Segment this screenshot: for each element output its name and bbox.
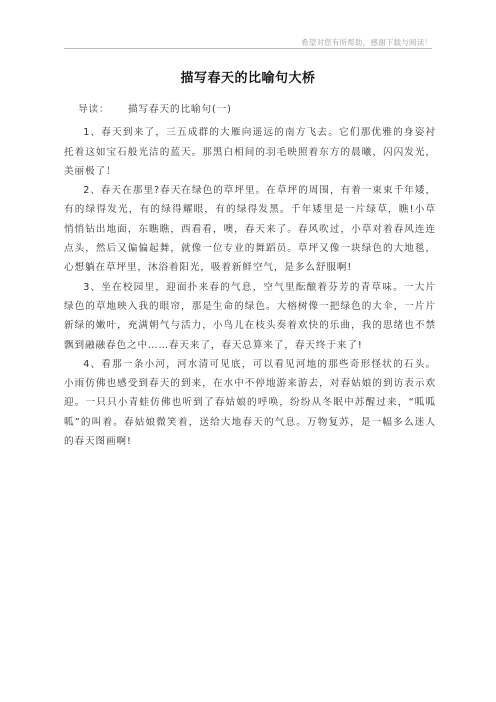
guide-text: 描写春天的比喻句(一) (128, 104, 232, 115)
header-divider (64, 48, 432, 49)
document-title: 描写春天的比喻句大桥 (180, 71, 316, 86)
paragraph-3: 3、坐在校园里，迎面扑来春的气息，空气里酝酿着芬芳的青草味。一大片绿色的草地映入我的眼帘，那是生命的绿色。大榕树像一把绿色的大伞，一片片新绿的嫩叶，充满朝气与活力，小鸟儿在枝头奏着欢快的乐曲，我的思绪也不禁飘到融融春色之中……春天来了，春天总算来了，春天终于来了! (64, 281, 436, 351)
page-header (0, 0, 496, 50)
document-body (64, 100, 436, 451)
guide-line (78, 100, 436, 119)
paragraph-4: 4、看那一条小河，河水清可见底，可以看见河地的那些奇形怪状的石头。小雨仿佛也感受到春天的到来，在水中不停地游来游去，对春姑娘的到访表示欢迎。一只只小青蛙仿佛也听到了春姑娘的呼唤，纷纷从冬眠中苏醒过来，“呱呱呱”的叫着。春姑娘微笑着，送给大地春天的气息。万物复苏，是一幅多么迷人的春天图画啊! (64, 358, 436, 448)
paragraph-1: 1、春天到来了，三五成群的大雁向遥远的南方飞去。它们那优雅的身姿衬托着这如宝石般光洁的蓝天。那黑白相间的羽毛映照着东方的晨曦，闪闪发光，美丽极了！ (64, 127, 436, 177)
guide-label: 导读： (78, 104, 110, 115)
paragraph-2: 2、春天在那里?春天在绿色的草坪里。在草坪的周围，有着一束束千年矮，有的绿得发光，有的绿得耀眼，有的绿得发黑。千年矮里是一片绿草，瞧!小草悄悄钻出地面，东瞧瞧，西看看，噢，春天来了。春风吹过，小草对着春风连连点头，然后又偏偏起舞，就像一位专业的舞蹈员。草坪又像一块绿色的大地毯，心想躺在草坪里，沐浴着阳光，吸着新鲜空气，是多么舒服啊! (64, 185, 436, 274)
header-banner-text: 希望对您有所帮助，感谢下载与阅读！ (301, 38, 432, 47)
